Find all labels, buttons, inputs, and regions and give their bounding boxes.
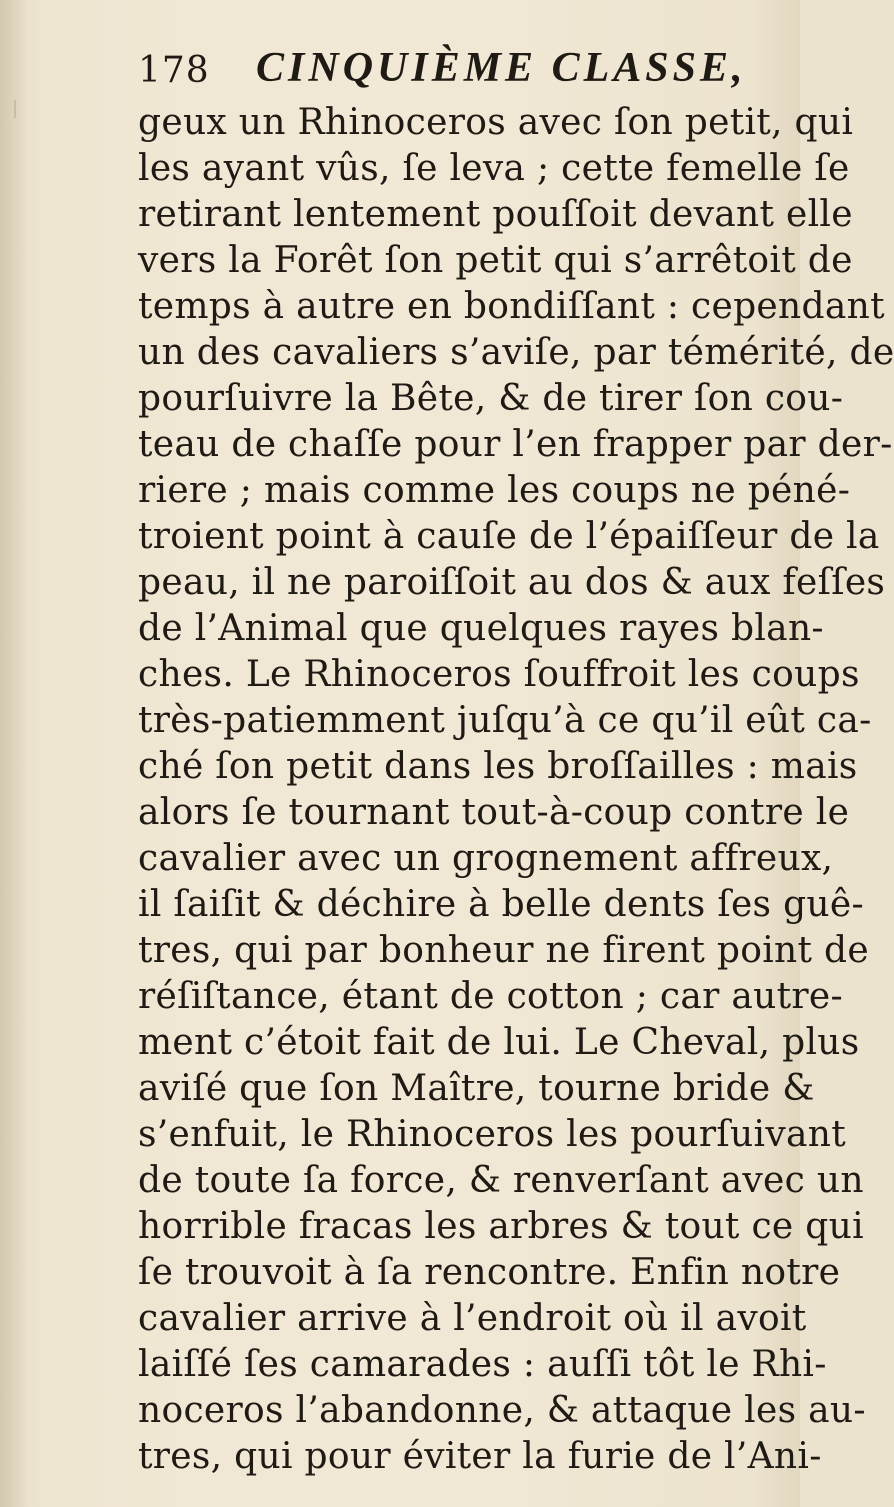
text-line: ſe trouvoit à ſa rencontre. Enfin notre: [138, 1252, 841, 1293]
text-line: de toute ſa force, & renverſant avec un: [138, 1160, 864, 1201]
text-line: les ayant vûs, ſe leva ; cette femelle ſe: [138, 148, 850, 189]
margin-mark: [14, 100, 16, 118]
body-text: [138, 100, 894, 1480]
text-line: temps à autre en bondiſſant : cependant: [138, 286, 885, 327]
text-line: troient point à cauſe de l’épaiſſeur de la: [138, 516, 880, 557]
page-header: [138, 44, 798, 96]
text-line: ché ſon petit dans les broſſailles : mais: [138, 746, 858, 787]
text-line: s’enfuit, le Rhinoceros les pourſuivant: [138, 1114, 847, 1155]
text-line: vers la Forêt ſon petit qui s’arrêtoit de: [138, 240, 853, 281]
text-line: réſiſtance, étant de cotton ; car autre-: [138, 976, 843, 1017]
text-line: tres, qui pour éviter la furie de l’Ani-: [138, 1436, 822, 1477]
page-number: 178: [138, 50, 210, 91]
text-line: alors ſe tournant tout-à-coup contre le: [138, 792, 850, 833]
text-line: horrible fracas les arbres & tout ce qui: [138, 1206, 864, 1247]
text-line: ches. Le Rhinoceros ſouffroit les coups: [138, 654, 860, 695]
running-title: CINQUIÈME CLASSE,: [256, 45, 747, 91]
text-line: de l’Animal que quelques rayes blan-: [138, 608, 824, 649]
text-line: cavalier avec un grognement affreux,: [138, 838, 834, 879]
text-line: cavalier arrive à l’endroit où il avoit: [138, 1298, 807, 1339]
text-line: un des cavaliers s’aviſe, par témérité, de: [138, 332, 894, 373]
text-line: très-patiemment juſqu’à ce qu’il eût ca-: [138, 700, 872, 741]
text-line: riere ; mais comme les coups ne péné-: [138, 470, 851, 511]
text-line: il ſaiſit & déchire à belle dents ſes guê-: [138, 884, 864, 925]
text-line: noceros l’abandonne, & attaque les au-: [138, 1390, 866, 1431]
text-line: laiſſé ſes camarades : auſſi tôt le Rhi-: [138, 1344, 827, 1385]
text-line: peau, il ne paroiſſoit au dos & aux feſſes: [138, 562, 886, 603]
spine-shadow: [0, 0, 28, 1507]
text-line: retirant lentement pouſſoit devant elle: [138, 194, 853, 235]
text-line: pourſuivre la Bête, & de tirer ſon cou-: [138, 378, 844, 419]
text-line: aviſé que ſon Maître, tourne bride &: [138, 1068, 815, 1109]
text-line: geux un Rhinoceros avec ſon petit, qui: [138, 102, 854, 143]
text-line: ment c’étoit fait de lui. Le Cheval, plus: [138, 1022, 860, 1063]
text-line: tres, qui par bonheur ne firent point de: [138, 930, 869, 971]
text-line: teau de chaſſe pour l’en frapper par der-: [138, 424, 893, 465]
